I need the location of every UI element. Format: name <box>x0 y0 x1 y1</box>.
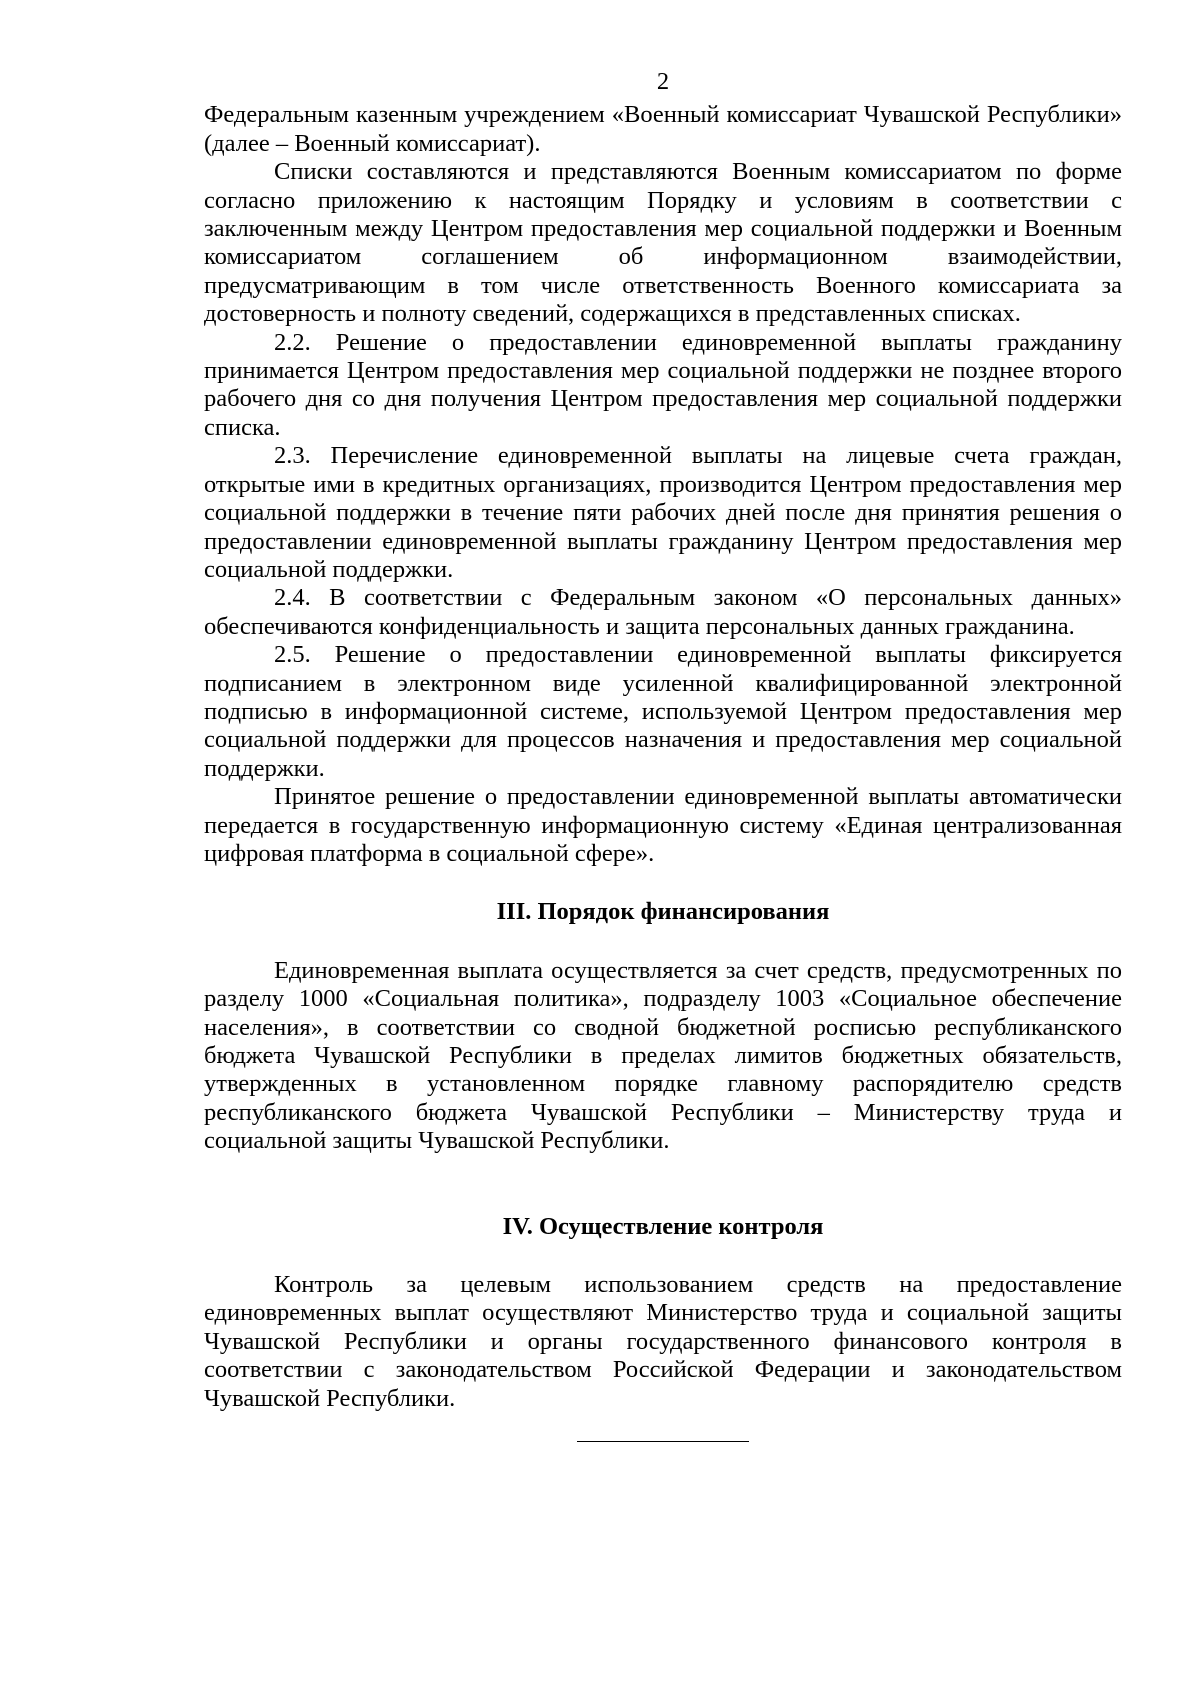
document-page <box>204 68 1122 1442</box>
paragraph-continuation: Федеральным казенным учреждением «Военный комиссариат Чувашской Республики» (далее – Военный комиссариат). <box>204 101 1122 157</box>
paragraph-decision-transfer: Принятое решение о предоставлении единовременной выплаты автоматически передается в государственную информационную систему «Единая централизованная цифровая платформа в социальной сфере». <box>204 783 1122 867</box>
end-rule <box>577 1441 749 1442</box>
paragraph-financing: Единовременная выплата осуществляется за счет средств, предусмотренных по разделу 1000 «Социальная политика», подразделу 1003 «Социальное обеспечение населения», в соответствии со сводной бюджетной росписью республиканского бюджета Чувашской Республики в пределах лимитов бюджетных обязательств, утвержденных в установленном порядке главному распорядителю средств республиканского бюджета Чувашской Республики – Министерству труда и социальной защиты Чувашской Республики. <box>204 956 1122 1155</box>
paragraph-2-2: 2.2. Решение о предоставлении единовременной выплаты гражданину принимается Центром предоставления мер социальной поддержки не позднее второго рабочего дня со дня получения Центром предоставления мер социальной поддержки списка. <box>204 328 1122 441</box>
page-number: 2 <box>656 68 670 95</box>
paragraph-2-4: 2.4. В соответствии с Федеральным законом «О персональных данных» обеспечиваются конфиденциальность и защита персональных данных гражданина. <box>204 584 1122 640</box>
paragraph-lists: Списки составляются и представляются Военным комиссариатом по форме согласно приложению к настоящим Порядку и условиям в соответствии с заключенным между Центром предоставления мер социальной поддержки и Военным комиссариатом соглашением об информационном взаимодействии, предусматривающим в том числе ответственность Военного комиссариата за достоверность и полноту сведений, содержащихся в представленных списках. <box>204 158 1122 328</box>
section-heading-financing: III. Порядок финансирования <box>496 898 830 926</box>
paragraph-control: Контроль за целевым использованием средств на предоставление единовременных выплат осуществляют Министерство труда и социальной защиты Чувашской Республики и органы государственного финансового контроля в соответствии с законодательством Российской Федерации и законодательством Чувашской Республики. <box>204 1271 1122 1412</box>
paragraph-2-3: 2.3. Перечисление единовременной выплаты на лицевые счета граждан, открытые ими в кредитных организациях, производится Центром предоставления мер социальной поддержки в течение пяти рабочих дней после дня принятия решения о предоставлении единовременной выплаты гражданину Центром предоставления мер социальной поддержки. <box>204 442 1122 583</box>
section-heading-control: IV. Осуществление контроля <box>502 1212 824 1240</box>
paragraph-2-5: 2.5. Решение о предоставлении единовременной выплаты фиксируется подписанием в электронном виде усиленной квалифицированной электронной подписью в информационной системе, используемой Центром предоставления мер социальной поддержки для процессов назначения и предоставления мер социальной поддержки. <box>204 641 1122 782</box>
